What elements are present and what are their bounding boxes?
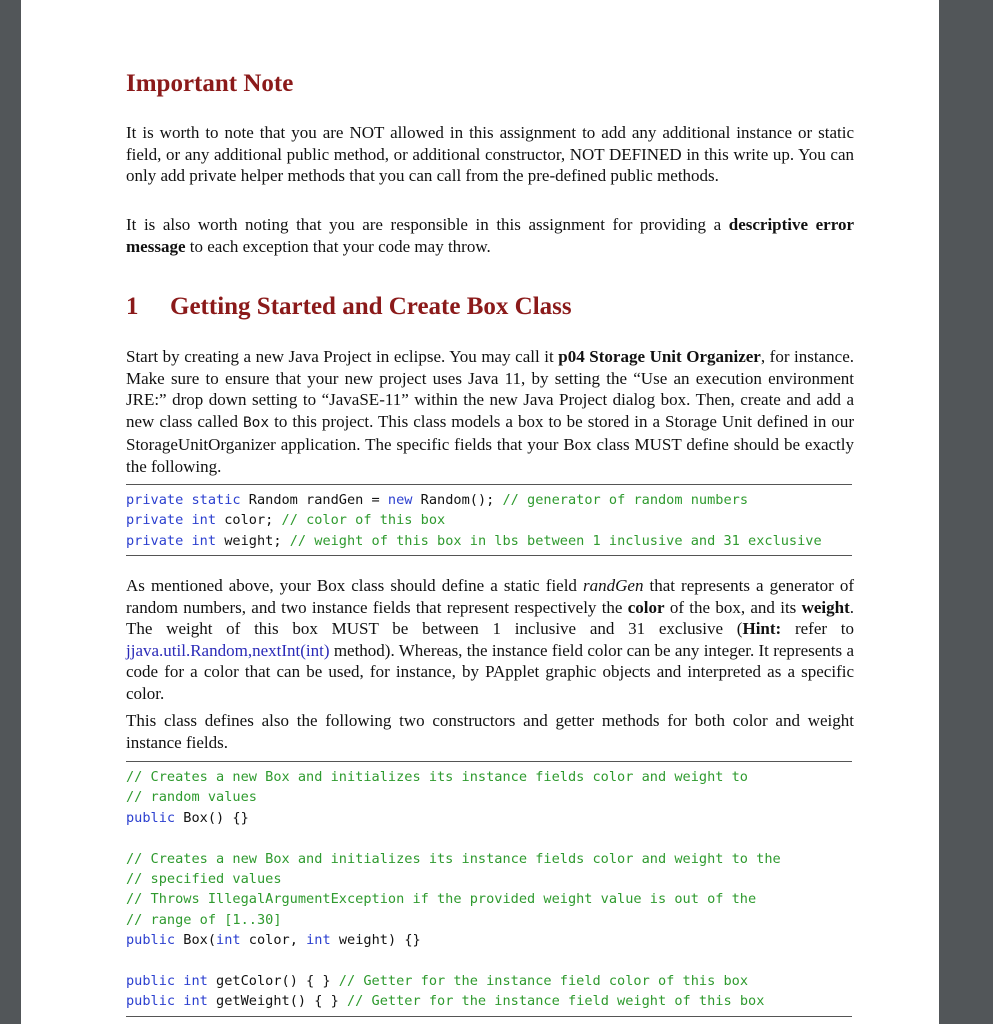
code-keyword: private int xyxy=(126,512,225,529)
code-rule-bottom xyxy=(126,555,852,556)
code-comment: // random values xyxy=(126,789,257,806)
bold-text: color xyxy=(627,597,665,617)
code-text: Box() {} xyxy=(183,809,249,826)
text-run: that represents a generator of random numbers, and two instance fields that represent respectively the xyxy=(126,576,854,617)
code-text: Random randGen = xyxy=(248,492,388,508)
code-line xyxy=(126,510,866,530)
section-1-paragraph-1 xyxy=(126,346,854,477)
code-comment: // specified values xyxy=(126,870,282,887)
code-comment: // range of [1..30] xyxy=(126,911,282,928)
code-text: Random(); xyxy=(420,492,503,508)
section-1-heading xyxy=(126,293,572,321)
code-comment: // Getter for the instance field weight of this box xyxy=(346,993,765,1010)
code-keyword: private int xyxy=(126,532,225,549)
code-line xyxy=(126,889,866,909)
text-run: to this project. This class models a box to be stored in a Storage Unit defined in our StorageUnitOrganizer application. The specific fields that your Box class MUST define should be exactly the following. xyxy=(126,411,854,476)
code-text: getWeight() { } xyxy=(216,993,347,1010)
code-rule-top xyxy=(126,484,852,485)
text-run: refer to xyxy=(781,619,854,638)
code-block-fields xyxy=(126,490,866,551)
bold-text: descriptive error message xyxy=(126,215,854,256)
code-keyword: public xyxy=(126,809,184,826)
note-paragraph-2 xyxy=(126,214,854,257)
code-text: color; xyxy=(224,512,282,529)
code-keyword: public xyxy=(126,932,184,949)
code-keyword: int xyxy=(306,932,339,949)
bold-text: weight xyxy=(801,597,850,617)
code-keyword: int xyxy=(216,932,249,949)
text-run: method). Whereas, the instance field color can be any integer. It represents a code for a color that can be used, for instance, by PApplet graphic objects and interpreted as a specific color. xyxy=(126,640,854,703)
note-paragraph-1: It is worth to note that you are NOT allowed in this assignment to add any additional instance or static field, or any additional public method, or additional constructor, NOT DEFINED in this write up. You can only add private helper methods that you can call from the pre-defined public methods. xyxy=(126,123,854,185)
code-line xyxy=(126,828,866,848)
text-run: As mentioned above, your Box class should define a static field xyxy=(126,576,583,595)
code-block-methods xyxy=(126,767,866,1012)
code-keyword: public int xyxy=(126,993,217,1010)
text-run: of the box, and its xyxy=(664,597,802,617)
code-text: weight) {} xyxy=(338,932,421,949)
section-number: 1 xyxy=(126,293,139,320)
code-keyword: new xyxy=(387,492,421,508)
code-text: weight; xyxy=(224,532,290,549)
hint-label: Hint: xyxy=(742,619,782,638)
code-comment: // weight of this box in lbs between 1 inclusive and 31 exclusive xyxy=(289,532,822,549)
code-line xyxy=(126,930,866,950)
code-line xyxy=(126,951,866,971)
text-run: . The weight of this box MUST be between 1 inclusive and 31 exclusive ( xyxy=(126,597,854,638)
code-line xyxy=(126,849,866,869)
code-line xyxy=(126,991,866,1011)
important-note-heading: Important Note xyxy=(126,70,294,97)
code-line xyxy=(126,910,866,930)
code-comment: // Creates a new Box and initializes its instance fields color and weight to xyxy=(126,769,748,785)
text-run: It is also worth noting that you are responsible in this assignment for providing a xyxy=(126,215,729,234)
code-text: getColor() { } xyxy=(216,972,339,989)
section-title: Getting Started and Create Box Class xyxy=(170,293,572,320)
code-line xyxy=(126,869,866,889)
code-line xyxy=(126,787,866,807)
inline-code: Box xyxy=(242,414,270,431)
text-run: to each exception that your code may throw. xyxy=(185,236,491,256)
code-rule-bottom xyxy=(126,1016,852,1017)
code-rule-top xyxy=(126,761,852,762)
document-page xyxy=(21,0,939,1024)
code-line xyxy=(126,767,866,787)
code-comment: // Creates a new Box and initializes its instance fields color and weight to the xyxy=(126,850,781,867)
code-line xyxy=(126,808,866,828)
code-keyword: public int xyxy=(126,972,217,989)
section-1-paragraph-3: This class defines also the following two constructors and getter methods for both color and weight instance fields. xyxy=(126,711,854,752)
code-comment: // generator of random numbers xyxy=(502,492,749,508)
italic-text: randGen xyxy=(583,576,644,595)
code-line xyxy=(126,490,866,510)
code-text: color, xyxy=(248,932,307,949)
code-text: Box( xyxy=(183,932,217,949)
code-keyword: private static xyxy=(126,492,249,508)
text-run: Start by creating a new Java Project in eclipse. You may call it xyxy=(126,347,559,366)
bold-text: p04 Storage Unit Organizer xyxy=(558,347,761,366)
code-line xyxy=(126,531,866,551)
section-1-paragraph-2 xyxy=(126,575,854,704)
code-comment: // Throws IllegalArgumentException if the provided weight value is out of the xyxy=(126,891,757,908)
api-link[interactable]: jjava.util.Random,nextInt(int) xyxy=(126,640,330,660)
code-line xyxy=(126,971,866,991)
code-comment: // color of this box xyxy=(281,512,446,529)
code-comment: // Getter for the instance field color of this box xyxy=(338,972,749,989)
text-run: , for instance. Make sure to ensure that your new project uses Java 11, by setting the “Use an execution environment JRE:” drop down setting to “JavaSE-11” within the new Java Project dialog box. Then, create and add a new class called xyxy=(126,347,854,431)
